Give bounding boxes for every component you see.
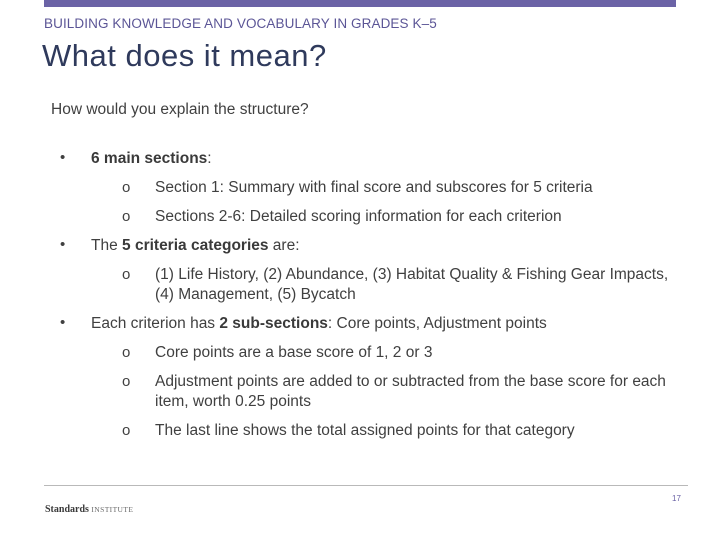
bullet-item [60,314,690,441]
bullet-bold: 6 main sections [91,150,208,167]
bullet-marker: • [60,236,66,253]
footer-divider [44,485,688,486]
sub-bullet-marker: o [122,344,131,361]
header-kicker: BUILDING KNOWLEDGE AND VOCABULARY IN GRADES K–5 [44,16,437,31]
sub-bullet-item [122,372,690,412]
sub-bullet-item [122,207,690,227]
bullet-bold: 2 sub-sections [219,315,328,332]
slide-subtitle: How would you explain the structure? [51,101,309,118]
bullet-item [60,236,690,305]
bullet-rest: : [207,150,212,167]
bullet-rest: are: [268,237,300,254]
sub-bullet-marker: o [122,266,131,283]
sub-bullet-text: Core points are a base score of 1, 2 or 3 [155,344,433,361]
sub-bullet-text: (1) Life History, (2) Abundance, (3) Habitat Quality & Fishing Gear Impacts, (4) Management, (5) Bycatch [155,266,669,303]
bullet-bold: 5 criteria categories [122,237,269,254]
sub-bullet-item [122,421,690,441]
sub-bullet-marker: o [122,422,131,439]
bullet-prefix: Each criterion has [91,315,220,332]
bullet-marker: • [60,314,66,331]
sub-bullet-text: The last line shows the total assigned points for that category [155,422,575,439]
top-accent-bar [44,0,676,7]
sub-bullet-item [122,178,690,198]
bullet-item [60,149,690,227]
sub-bullet-item [122,343,690,363]
bullet-prefix: The [91,237,123,254]
bullet-rest: : Core points, Adjustment points [327,315,547,332]
bullet-marker: • [60,149,66,166]
page-number: 17 [672,494,681,503]
sub-bullet-marker: o [122,208,131,225]
sub-bullet-text: Adjustment points are added to or subtracted from the base score for each item, worth 0.25 points [155,373,666,410]
logo-institute: INSTITUTE [91,505,134,514]
bullet-list [60,149,690,450]
sub-bullet-marker: o [122,179,131,196]
sub-bullet-marker: o [122,373,131,390]
page-title: What does it mean? [42,38,327,73]
sub-bullet-text: Sections 2-6: Detailed scoring information for each criterion [155,208,562,225]
standards-institute-logo [45,504,133,515]
sub-bullet-item [122,265,690,305]
sub-bullet-text: Section 1: Summary with final score and subscores for 5 criteria [155,179,593,196]
logo-brand: Standards [45,504,89,515]
